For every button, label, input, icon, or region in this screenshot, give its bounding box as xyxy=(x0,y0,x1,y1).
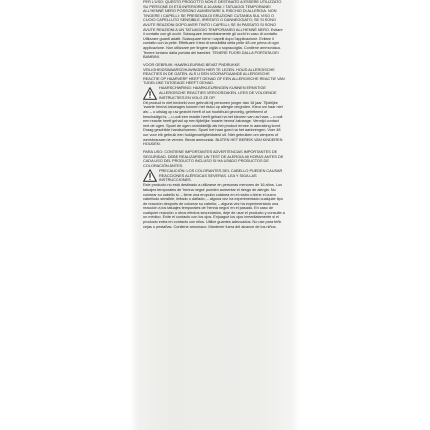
dutch-section xyxy=(143,63,285,147)
spanish-warning xyxy=(143,169,285,183)
spanish-warning-text: PRECAUCIÓN: LOS COLORANTES DEL CABELLO PUEDEN CAUSAR REACCIONES ALÉRGICAS SEVERAS. LEA Y SIGA LAS INSTRUCCIONES. xyxy=(159,167,283,183)
italian-section xyxy=(143,0,285,60)
dutch-instructions: Dit product is niet bedoeld voor gebruik bij personen jonger dan 16 jaar. Tijdelijke 'zwarte henna'-tatoeages kunnen het risico op allergie vergroten. Kleur uw haar niet als: – u uitslag op uw gezicht heeft of uw hoofdhuid gevoelig, geïrriteerd of beschadigd is; – u ooit een reactie heeft gehad na het kleuren van uw haar; – u ooit een reactie heeft gehad op een tijdelijke 'zwarte henna'-tatoeage. Vermijd contact met de ogen. Spoel de ogen onmiddellijk als het product ermee in aanraking komt. Draag geschikte handschoenen. Spoel het haar goed na het aanbrengen. Voer 48 uur voor elk gebruik een huidgevoeligheidstest uit. Niet gebruiken om wimpers of wenkbrauwen te verven. Bevat ammoniak. BUITEN HET BEREIK VAN KINDEREN HOUDEN. xyxy=(143,99,283,147)
warning-triangle-icon xyxy=(143,87,157,100)
dutch-intro: VOOR GEBRUIK: HAARKLEURING BEVAT PNDRUKKE VEILIGHEIDSWAARSCHUWINGEN HIER TE LEZEN. HOUD ALLERGISCHE REACTIES IN DE GATEN. ALS U EEN VOORAFGAANDE ALLERGISCHE REACTIE OP HAARVERF HEEFT GEHAD OF EEN ALLERGISCHE REACTIE VAN TIJDELIJKE TATOEAGE HEEFT GEHAD. xyxy=(143,61,285,86)
spanish-section xyxy=(143,150,285,229)
dutch-warning-text: HAARSCHWRING: HAARKLEURINGEN KUNNEN ERNSTIGE ALLERGISCHE REACTIES VEROORZAKEN. LEES DE VOLGENDE INSTRUCTIES EN VOLG ZE OP. xyxy=(159,85,277,100)
warning-triangle-icon xyxy=(143,169,157,182)
warning-label xyxy=(143,0,285,430)
dutch-warning xyxy=(143,86,285,100)
spanish-instructions: Este producto no está destinado a utilizarse en personas menores de 16 años. Los tatuajes temporales de 'henna negra' pueden aumentar el riesgo de alergia. No colorear su cabello si: – tiene una erupción cutánea en el rostro o tiene el cuero cabelludo sensible, irritado o dañado; – alguna vez ha experimentado cualquier tipo de reacción después de colorear su cabello; – alguna vez ha experimentado una reacción a los tatuajes temporales de 'henna negra' en el pasado. En caso de cualquier reacción u otros efectos secundarios, deje de usar el producto y consulte a un médico. Evite el contacto con los ojos. Enjuague los ojos inmediatamente si el producto entra en contacto con ellos. Utilice guantes adecuados. No use para teñir cejas o pestañas. Contiene amoníaco. Mantener fuera del alcance de los niños. xyxy=(143,182,285,229)
spanish-intro: PARA USO: CONTIENE IMPORTANTES ADVERTENCIAS IMPORTANTES DE SEGURIDAD. DEBE REALIZARSE UN TEST DE ALERGIA 48 HORAS ANTES DE CADA USO DEL PRODUCTO INCLUSO SI HA USADO PRODUCTOS DE COLORACIÓN ANTES. xyxy=(143,148,284,168)
italian-instructions: PER L'USO: QUESTO PRODOTTO NON È DESTINATO A ESSERE UTILIZZATO SU PERSONE DI ETÀ INFERIORE A 16 ANNI. I TATUAGGI TEMPORANEI ALL'HENNÈ NERO POSSONO AUMENTARE IL RISCHIO DI ALLERGIA. NON TINGERE I CAPELLI: SE PRESENZA DI ERUZIONE CUTANEA SUL VISO O CUOIO CAPELLUTO SENSIBILE, IRRITATO O DANNEGGIATO; SE SI SONO AVUTE REAZIONI DOPO AVER TINTO I CAPELLI; SE IN PASSATO SI SONO AVUTE REAZIONI A UN TATUAGGIO TEMPORANEO ALL'HENNÈ NERO. Evitare il contatto con gli occhi. Sciacquare immediatamente gli occhi in caso di contatto. Utilizzare guanti adatti. Sciacquare bene i capelli dopo l'applicazione. Evitare il contatto con la pelle. Effettuare il test di sensibilità della pelle 48 ore prima di ogni applicazione. Non utilizzare per tingere ciglia o sopracciglia. Contiene ammoniaca. Tenere lontano dalla portata dei bambini. TENERE FUORI DALLA PORTATA DEI BAMBINI. xyxy=(143,0,283,60)
